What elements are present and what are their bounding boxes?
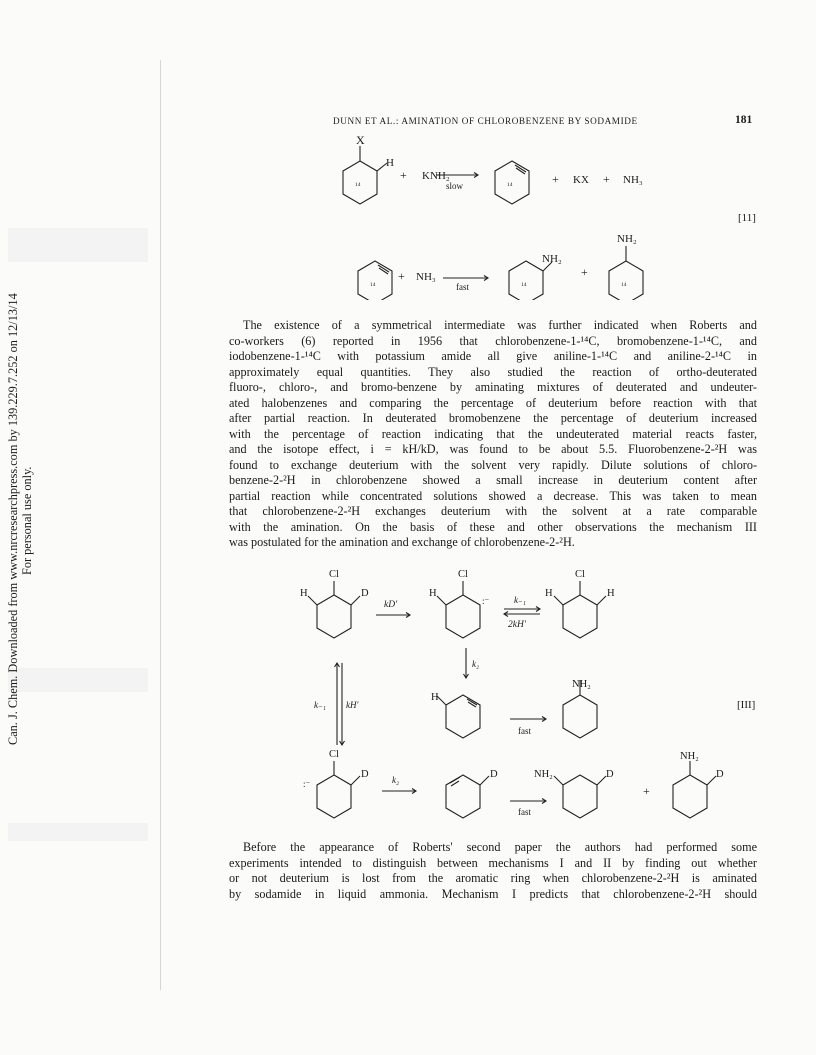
rate-k-minus1: k₋₁ [514, 595, 526, 605]
rate-kh-prime: kH′ [346, 700, 359, 710]
label-cl: Cl [575, 569, 585, 580]
isotope-label: 14 [355, 182, 361, 188]
isotope-label: 14 [370, 282, 376, 288]
label-nh2: NH₂ [542, 253, 562, 265]
text-line: and the isotope effect, i = kH/kD, was found to be about 5.5. Fluorobenzene-2-²H was [229, 442, 757, 456]
text-line: or not deuterium is lost from the aromatic ring when chlorobenzene-2-²H is aminated [229, 871, 757, 885]
isotope-label: 14 [521, 282, 527, 288]
equation-number-11: [11] [738, 212, 756, 224]
text-line: after partial reaction. In deuterated bromobenzene the percentage of deuterium increased [229, 411, 757, 425]
text-line: that chlorobenzene-2-²H exchanges deuterium with the solvent at a rate comparable [229, 504, 757, 518]
text-line: was postulated for the amination and exchange of chlorobenzene-2-²H. [229, 535, 575, 549]
plus-sign: + [552, 172, 559, 186]
text-line: with the percentage of reaction indicating that the undeuterated material reacts faster, [229, 426, 757, 441]
aniline-ring [673, 775, 707, 818]
carbanion-ring [446, 595, 480, 638]
condition-fast: fast [456, 282, 469, 292]
label-nh2: NH₂ [680, 751, 699, 762]
label-d: D [361, 588, 369, 599]
rate-k2: k₂ [392, 775, 400, 785]
aniline-ring [509, 261, 543, 300]
label-d: D [606, 769, 614, 780]
label-nh2: NH₂ [534, 769, 553, 780]
rate-k2: k₂ [472, 659, 480, 669]
benzene-ring [317, 595, 351, 638]
label-cl: Cl [458, 569, 468, 580]
label-d: D [716, 769, 724, 780]
text-line: experiments intended to distinguish between mechanisms I and II by finding out whether [229, 855, 757, 870]
text-line: co-workers (6) reported in 1956 that chlorobenzene-1-¹⁴C, bromobenzene-1-¹⁴C, and [229, 333, 757, 348]
plus-sign: + [581, 265, 588, 279]
watermark-line-2: For personal use only. [20, 466, 34, 575]
label-h: H [300, 588, 308, 599]
product-nh3: NH₃ [623, 174, 643, 186]
rate-kd-prime: kD′ [384, 600, 398, 610]
label-h: H [545, 588, 553, 599]
condition-fast: fast [518, 807, 531, 817]
label-d: D [490, 769, 498, 780]
plus-sign: + [643, 784, 650, 798]
scan-margin-line [160, 60, 161, 990]
benzyne-ring [358, 261, 392, 300]
text-line: approximately equal quantities. They also studied the reaction of ortho-deuterated [229, 364, 757, 379]
download-watermark [6, 190, 36, 750]
label-nh2: NH₂ [617, 233, 637, 245]
label-h: H [607, 588, 615, 599]
text-line: fluoro-, chloro-, and bromo-benzene by aminating mixtures of deuterated and undeuter- [229, 380, 757, 394]
isotope-label: 14 [621, 282, 627, 288]
equation-11-scheme [330, 134, 770, 300]
label-nh2: NH₂ [572, 679, 591, 690]
equation-number-iii: [III] [737, 699, 756, 711]
aniline-ring [563, 695, 597, 738]
running-title: DUNN ET AL.: AMINATION OF CHLOROBENZENE BY SODAMIDE [333, 116, 638, 126]
label-h: H [431, 692, 439, 703]
label-h: H [386, 157, 394, 169]
carbanion-charge: :⁻ [482, 596, 490, 606]
paragraph-1 [229, 318, 757, 551]
carbanion-charge: :⁻ [303, 779, 311, 789]
text-line: Before the appearance of Roberts' second paper the authors had performed some [243, 840, 757, 854]
isotope-label: 14 [507, 182, 513, 188]
text-line: benzene-2-²H in chlorobenzene showed a small increase in deuterium content after [229, 473, 757, 487]
page-number: 181 [735, 114, 753, 126]
condition-fast: fast [518, 726, 531, 736]
benzyne-ring [446, 695, 480, 738]
watermark-line-1: Can. J. Chem. Downloaded from www.nrcresearchpress.com by 139.229.7.252 on 12/13/14 [6, 293, 20, 745]
rate-2kh-prime: 2kH′ [508, 620, 526, 630]
label-h: H [429, 588, 437, 599]
label-d: D [361, 769, 369, 780]
plus-sign: + [400, 168, 407, 182]
label-cl: Cl [329, 569, 339, 580]
reagent-knh2: KNH₂ [422, 170, 450, 182]
product-kx: KX [573, 174, 589, 186]
plus-sign: + [603, 172, 610, 186]
text-line: found to exchange deuterium with the solvent very rapidly. Dilute solutions of chloro- [229, 457, 757, 472]
scan-noise [8, 823, 148, 841]
aniline-ring [609, 261, 643, 300]
mechanism-3-scheme [300, 565, 740, 840]
benzene-ring [563, 595, 597, 638]
text-line: iodobenzene-1-¹⁴C with potassium amide all give aniline-1-¹⁴C and aniline-2-¹⁴C in [229, 349, 757, 363]
label-x: X [356, 134, 365, 147]
benzyne-ring [446, 775, 480, 818]
text-line: The existence of a symmetrical intermediate was further indicated when Roberts and [243, 318, 757, 332]
aniline-ring [563, 775, 597, 818]
label-cl: Cl [329, 749, 339, 760]
condition-slow: slow [446, 181, 464, 191]
reagent-nh3: NH₃ [416, 271, 436, 283]
rate-k-minus1: k₋₁ [314, 700, 326, 710]
paragraph-2 [229, 840, 757, 902]
plus-sign: + [398, 269, 405, 283]
text-line: by sodamide in liquid ammonia. Mechanism I predicts that chlorobenzene-2-²H should [229, 886, 757, 901]
text-line: partial reaction while concentrated solutions showed a decrease. This was taken to mean [229, 488, 757, 503]
text-line: ated halobenzenes and comparing the percentage of deuterium before reaction with that [229, 395, 757, 410]
carbanion-ring [317, 775, 351, 818]
text-line: with the amination. On the basis of these and other observations the mechanism III [229, 519, 757, 534]
